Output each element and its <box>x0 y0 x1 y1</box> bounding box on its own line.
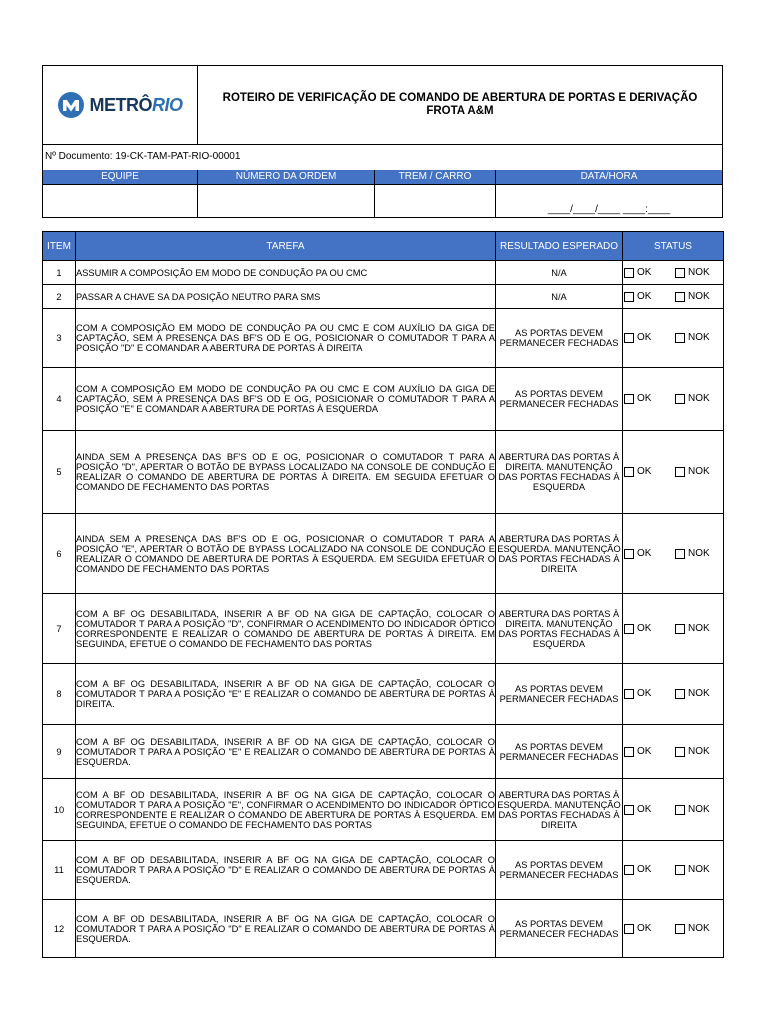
item-number: 10 <box>43 779 76 841</box>
nok-label: NOK <box>688 466 710 477</box>
task-text: COM A BF OD DESABILITADA, INSERIR A BF OG NA GIGA DE CAPTAÇÃO, COLOCAR O COMUTADOR T PARA A POSIÇÃO "D" E REALIZAR O COMANDO DE ABERTURA DE PORTAS À ESQUERDA. <box>76 841 496 900</box>
nok-checkbox[interactable] <box>675 624 710 634</box>
ok-label: OK <box>637 393 652 404</box>
ok-checkbox[interactable] <box>624 268 651 278</box>
checkbox-icon <box>624 689 634 699</box>
ok-label: OK <box>637 547 652 559</box>
checkbox-icon <box>624 292 634 302</box>
table-row <box>43 309 724 368</box>
item-number: 2 <box>43 285 76 309</box>
item-number: 9 <box>43 725 76 779</box>
team-field[interactable] <box>43 185 197 202</box>
status-column-header: STATUS <box>623 232 724 261</box>
nok-checkbox[interactable] <box>675 268 710 278</box>
checkbox-icon <box>624 549 634 559</box>
item-number: 6 <box>43 514 76 594</box>
nok-label: NOK <box>688 266 710 278</box>
nok-label: NOK <box>688 688 710 699</box>
date-time-field[interactable]: ____/____/____ ____:____ <box>547 204 671 215</box>
task-text: AINDA SEM A PRESENÇA DAS BF'S OD E OG, POSICIONAR O COMUTADOR T PARA A POSIÇÃO "E", APERTAR O BOTÃO DE BYPASS LOCALIZADO NA CONSOLE DE CONDUÇÃO E REALIZAR O COMANDO DE ABERTURA DE PORTAS À ESQUERDA. EM SEGUIDA EFETUAR O COMANDO DE FECHAMENTO DAS PORTAS <box>76 514 496 594</box>
task-column-header: TAREFA <box>76 232 496 261</box>
table-row <box>43 514 724 594</box>
nok-checkbox[interactable] <box>675 333 710 343</box>
checkbox-icon <box>675 394 685 404</box>
expected-result: ABERTURA DAS PORTAS À ESQUERDA. MANUTENÇÃO DAS PORTAS FECHADAS À DIREITA <box>496 779 623 841</box>
expected-result: ABERTURA DAS PORTAS À DIREITA. MANUTENÇÃO DAS PORTAS FECHADAS À ESQUERDA <box>496 594 623 664</box>
info-grid <box>43 170 722 218</box>
item-number: 11 <box>43 841 76 900</box>
task-text: AINDA SEM A PRESENÇA DAS BF'S OD E OG, POSICIONAR O COMUTADOR T PARA A POSIÇÃO "D", APERTAR O BOTÃO DE BYPASS LOCALIZADO NA CONSOLE DE CONDUÇÃO E REALIZAR O COMANDO DE ABERTURA DE PORTAS À DIREITA. EM SEGUIDA EFETUAR O COMANDO DE FECHAMENTO DAS PORTAS <box>76 431 496 514</box>
table-row <box>43 664 724 725</box>
task-text: COM A COMPOSIÇÃO EM MODO DE CONDUÇÃO PA OU CMC E COM AUXÍLIO DA GIGA DE CAPTAÇÃO, SEM A PRESENÇA DAS BF'S OD E OG, POSICIONAR O COMUTADOR T PARA A POSIÇÃO "E" E COMANDAR A ABERTURA DE PORTAS À ESQUERDA <box>76 368 496 431</box>
expected-result: ABERTURA DAS PORTAS À ESQUERDA. MANUTENÇÃO DAS PORTAS FECHADAS À DIREITA <box>496 514 623 594</box>
team-column <box>43 170 198 218</box>
expected-result: AS PORTAS DEVEM PERMANECER FECHADAS <box>496 900 623 958</box>
status-cell <box>623 368 724 431</box>
table-row <box>43 261 724 285</box>
logo-text: METRÔRIO <box>89 94 183 115</box>
expected-result: AS PORTAS DEVEM PERMANECER FECHADAS <box>496 664 623 725</box>
document-number: Nº Documento: 19-CK-TAM-PAT-RIO-00001 <box>43 144 722 170</box>
status-cell <box>623 664 724 725</box>
ok-checkbox[interactable] <box>624 624 651 634</box>
expected-result: AS PORTAS DEVEM PERMANECER FECHADAS <box>496 309 623 368</box>
task-text: COM A BF OG DESABILITADA, INSERIR A BF OD NA GIGA DE CAPTAÇÃO, COLOCAR O COMUTADOR T PARA A POSIÇÃO "D", CONFIRMAR O ACENDIMENTO DO INDICADOR ÓPTICO CORRESPONDENTE E REALIZAR O COMANDO DE ABERTURA DE PORTAS À DIREITA. EM SEGUINDA, EFETUE O COMANDO DE FECHAMENTO DAS PORTAS <box>76 594 496 664</box>
metro-rio-logo-icon <box>57 91 85 119</box>
date-time-column <box>496 170 722 218</box>
checkbox-icon <box>675 624 685 634</box>
ok-checkbox[interactable] <box>624 467 651 477</box>
table-row <box>43 285 724 309</box>
nok-label: NOK <box>688 803 710 815</box>
date-time-header: DATA/HORA <box>496 170 722 185</box>
ok-checkbox[interactable] <box>624 292 651 302</box>
checkbox-icon <box>675 268 685 278</box>
checkbox-icon <box>624 805 634 815</box>
nok-label: NOK <box>688 290 710 302</box>
ok-checkbox[interactable] <box>624 549 651 559</box>
task-text: COM A BF OG DESABILITADA, INSERIR A BF OD NA GIGA DE CAPTAÇÃO, COLOCAR O COMUTADOR T PARA A POSIÇÃO "E" E REALIZAR O COMANDO DE ABERTURA DE PORTAS À ESQUERDA. <box>76 725 496 779</box>
checkbox-icon <box>624 394 634 404</box>
nok-checkbox[interactable] <box>675 805 710 815</box>
logo-cell <box>43 66 198 144</box>
nok-checkbox[interactable] <box>675 924 710 934</box>
checkbox-icon <box>675 292 685 302</box>
nok-label: NOK <box>688 332 710 343</box>
task-text: COM A BF OD DESABILITADA, INSERIR A BF OG NA GIGA DE CAPTAÇÃO, COLOCAR O COMUTADOR T PARA A POSIÇÃO "D" E REALIZAR O COMANDO DE ABERTURA DE PORTAS À ESQUERDA. <box>76 900 496 958</box>
train-car-field[interactable] <box>375 185 495 202</box>
task-text: ASSUMIR A COMPOSIÇÃO EM MODO DE CONDUÇÃO PA OU CMC <box>76 261 496 285</box>
status-cell <box>623 431 724 514</box>
expected-result: N/A <box>496 285 623 309</box>
team-header: EQUIPE <box>43 170 197 185</box>
status-cell <box>623 841 724 900</box>
status-cell <box>623 594 724 664</box>
checkbox-icon <box>675 467 685 477</box>
nok-label: NOK <box>688 922 710 934</box>
nok-label: NOK <box>688 745 710 757</box>
order-number-field[interactable] <box>198 185 374 202</box>
item-column-header: ITEM <box>43 232 76 261</box>
table-row <box>43 725 724 779</box>
ok-checkbox[interactable] <box>624 747 651 757</box>
nok-label: NOK <box>688 547 710 559</box>
ok-checkbox[interactable] <box>624 689 651 699</box>
nok-label: NOK <box>688 393 710 404</box>
status-cell <box>623 779 724 841</box>
checkbox-icon <box>624 467 634 477</box>
checkbox-icon <box>624 924 634 934</box>
table-row <box>43 431 724 514</box>
checkbox-icon <box>624 268 634 278</box>
ok-label: OK <box>637 266 652 278</box>
task-text: COM A BF OD DESABILITADA, INSERIR A BF OG NA GIGA DE CAPTAÇÃO, COLOCAR O COMUTADOR T PARA A POSIÇÃO "E", CONFIRMAR O ACENDIMENTO DO INDICADOR ÓPTICO CORRESPONDENTE E REALIZAR O COMANDO DE ABERTURA DE PORTAS À ESQUERDA. EM SEGUINDA, EFETUE O COMANDO DE FECHAMENTO DAS PORTAS <box>76 779 496 841</box>
table-row <box>43 594 724 664</box>
ok-label: OK <box>637 290 652 302</box>
expected-result: AS PORTAS DEVEM PERMANECER FECHADAS <box>496 841 623 900</box>
status-cell <box>623 261 724 285</box>
task-text: COM A COMPOSIÇÃO EM MODO DE CONDUÇÃO PA OU CMC E COM AUXÍLIO DA GIGA DE CAPTAÇÃO, SEM A PRESENÇA DAS BF'S OD E OG, POSICIONAR O COMUTADOR T PARA A POSIÇÃO "D" E COMANDAR A ABERTURA DE PORTAS À DIREITA <box>76 309 496 368</box>
expected-result: AS PORTAS DEVEM PERMANECER FECHADAS <box>496 368 623 431</box>
result-column-header: RESULTADO ESPERADO <box>496 232 623 261</box>
checkbox-icon <box>675 549 685 559</box>
nok-checkbox[interactable] <box>675 689 710 699</box>
train-car-header: TREM / CARRO <box>375 170 495 185</box>
status-cell <box>623 514 724 594</box>
expected-result: ABERTURA DAS PORTAS À DIREITA. MANUTENÇÃO DAS PORTAS FECHADAS À ESQUERDA <box>496 431 623 514</box>
checkbox-icon <box>675 924 685 934</box>
checkbox-icon <box>624 333 634 343</box>
checkbox-icon <box>675 689 685 699</box>
status-cell <box>623 900 724 958</box>
item-number: 12 <box>43 900 76 958</box>
table-row <box>43 841 724 900</box>
table-row <box>43 779 724 841</box>
status-cell <box>623 725 724 779</box>
ok-checkbox[interactable] <box>624 394 651 404</box>
task-text: PASSAR A CHAVE SA DA POSIÇÃO NEUTRO PARA SMS <box>76 285 496 309</box>
checkbox-icon <box>624 747 634 757</box>
expected-result: N/A <box>496 261 623 285</box>
nok-checkbox[interactable] <box>675 292 710 302</box>
nok-label: NOK <box>688 622 710 634</box>
ok-label: OK <box>637 745 652 757</box>
ok-label: OK <box>637 688 652 699</box>
nok-checkbox[interactable] <box>675 865 710 875</box>
checkbox-icon <box>675 747 685 757</box>
checkbox-icon <box>675 865 685 875</box>
train-car-column <box>375 170 496 218</box>
ok-checkbox[interactable] <box>624 865 651 875</box>
task-table <box>42 231 724 958</box>
nok-checkbox[interactable] <box>675 549 710 559</box>
ok-label: OK <box>637 803 652 815</box>
checkbox-icon <box>675 805 685 815</box>
document-header <box>42 65 723 218</box>
checkbox-icon <box>624 865 634 875</box>
checkbox-icon <box>675 333 685 343</box>
item-number: 4 <box>43 368 76 431</box>
item-number: 7 <box>43 594 76 664</box>
status-cell <box>623 285 724 309</box>
expected-result: AS PORTAS DEVEM PERMANECER FECHADAS <box>496 725 623 779</box>
task-text: COM A BF OG DESABILITADA, INSERIR A BF OD NA GIGA DE CAPTAÇÃO, COLOCAR O COMUTADOR T PARA A POSIÇÃO "E" E REALIZAR O COMANDO DE ABERTURA DE PORTAS À DIREITA. <box>76 664 496 725</box>
item-number: 3 <box>43 309 76 368</box>
order-number-column <box>198 170 375 218</box>
order-number-header: NÚMERO DA ORDEM <box>198 170 374 185</box>
table-row <box>43 900 724 958</box>
ok-label: OK <box>637 922 652 934</box>
status-cell <box>623 309 724 368</box>
ok-label: OK <box>637 622 652 634</box>
nok-checkbox[interactable] <box>675 467 710 477</box>
ok-checkbox[interactable] <box>624 924 651 934</box>
checkbox-icon <box>624 624 634 634</box>
nok-checkbox[interactable] <box>675 747 710 757</box>
ok-label: OK <box>637 466 652 477</box>
ok-checkbox[interactable] <box>624 333 651 343</box>
ok-checkbox[interactable] <box>624 805 651 815</box>
table-row <box>43 368 724 431</box>
ok-label: OK <box>637 864 652 875</box>
item-number: 1 <box>43 261 76 285</box>
item-number: 5 <box>43 431 76 514</box>
nok-checkbox[interactable] <box>675 394 710 404</box>
page-title: ROTEIRO DE VERIFICAÇÃO DE COMANDO DE ABERTURA DE PORTAS E DERIVAÇÃO FROTA A&M <box>222 92 698 117</box>
ok-label: OK <box>637 332 652 343</box>
item-number: 8 <box>43 664 76 725</box>
nok-label: NOK <box>688 864 710 875</box>
